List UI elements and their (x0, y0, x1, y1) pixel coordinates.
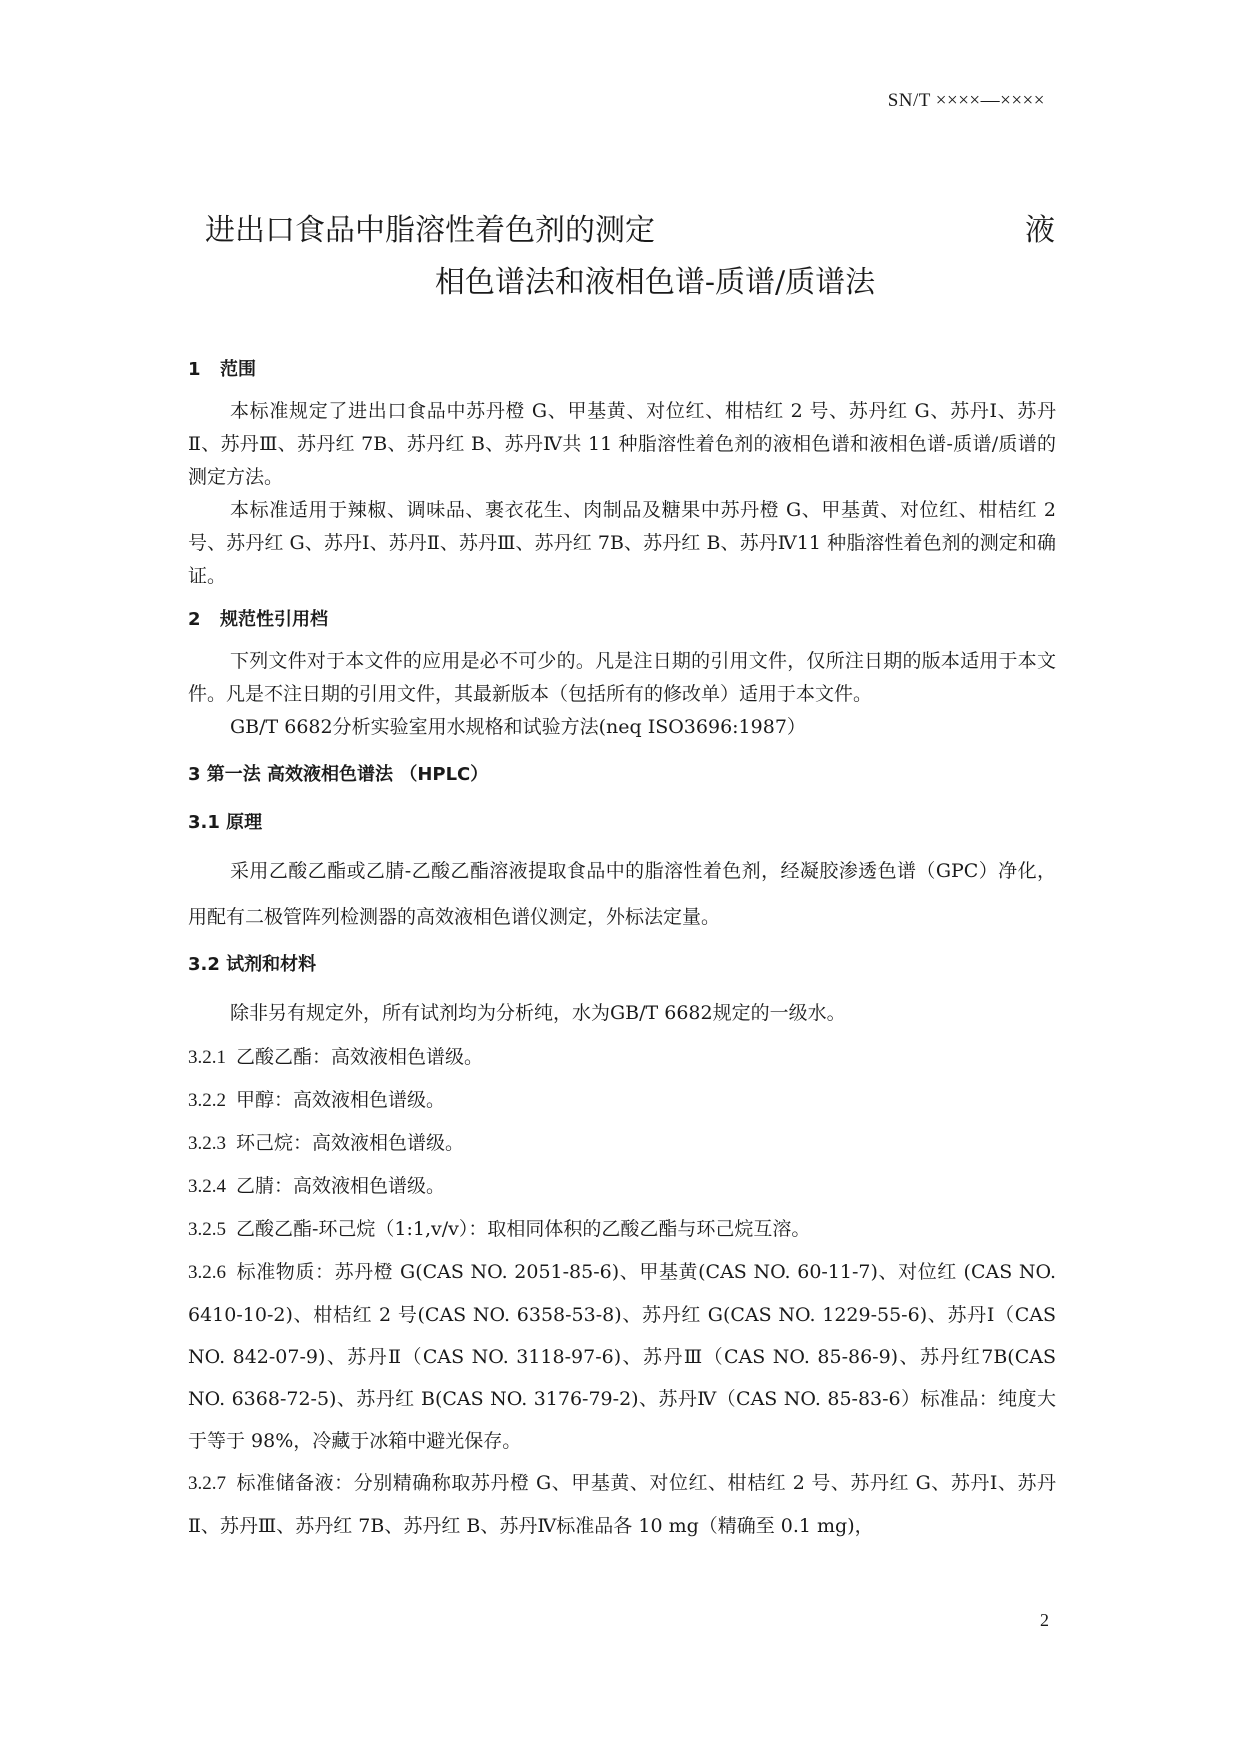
standard-code: SN/T ××××—×××× (887, 90, 1045, 111)
item-text: 标准物质：苏丹橙 G(CAS NO. 2051-85-6)、甲基黄(CAS NO. 60-11-7)、对位红 (CAS NO. 6410-10-2)、柑桔红 2 号(CAS NO. 6358-53-8)、苏丹红 G(CAS NO. 1229-55-6)、苏丹Ⅰ（CAS NO. 842-07-9)、苏丹Ⅱ（CAS NO. 3118-97-6)、苏丹Ⅲ（CAS NO. 85-86-9)、苏丹红7B(CAS NO. 6368-72-5)、苏丹红 B(CAS NO. 3176-79-2)、苏丹Ⅳ（CAS NO. 85-83-6）标准品：纯度大于等于 98%，冷藏于冰箱中避光保存。 (188, 1261, 1056, 1452)
section-3-1-heading: 3.1 原理 (188, 812, 263, 833)
item-number: 3.2.3 (188, 1133, 226, 1154)
section-2-paragraph-2: GB/T 6682分析实验室用水规格和试验方法(neq ISO3696:1987） (230, 716, 806, 738)
list-item (188, 1036, 1056, 1079)
item-text: 乙酸乙酯-环己烷（1:1,v/v）：取相同体积的乙酸乙酯与环己烷互溶。 (236, 1218, 811, 1240)
list-item (188, 1122, 1056, 1165)
title-line-1-tail: 液 (1025, 213, 1055, 248)
item-number: 3.2.1 (188, 1047, 226, 1068)
item-number: 3.2.2 (188, 1090, 226, 1111)
section-2-heading (188, 605, 1056, 631)
list-item (188, 1462, 1056, 1547)
section-1-paragraph-1: 本标准规定了进出口食品中苏丹橙 G、甲基黄、对位红、柑桔红 2 号、苏丹红 G、苏丹Ⅰ、苏丹Ⅱ、苏丹Ⅲ、苏丹红 7B、苏丹红 B、苏丹Ⅳ共 11 种脂溶性着色剂的液相色谱和液相色谱-质谱/质谱的测定方法。 (188, 400, 1056, 488)
item-number: 3.2.4 (188, 1176, 226, 1197)
item-number: 3.2.7 (188, 1473, 226, 1494)
item-text: 乙酸乙酯：高效液相色谱级。 (236, 1046, 484, 1068)
section-3-2-paragraph: 除非另有规定外，所有试剂均为分析纯，水为GB/T 6682规定的一级水。 (230, 1002, 846, 1024)
section-3-2-heading: 3.2 试剂和材料 (188, 954, 317, 975)
list-item (188, 1251, 1056, 1462)
item-text: 乙腈：高效液相色谱级。 (236, 1175, 446, 1197)
title-line-1 (195, 205, 1055, 257)
item-text: 甲醇：高效液相色谱级。 (236, 1089, 446, 1111)
section-3-heading: 3 第一法 高效液相色谱法 （HPLC） (188, 764, 489, 785)
section-1-number: 1 (188, 359, 201, 380)
document-body (188, 355, 1056, 1547)
item-text: 环己烷：高效液相色谱级。 (236, 1132, 465, 1154)
item-text: 标准储备液：分别精确称取苏丹橙 G、甲基黄、对位红、柑桔红 2 号、苏丹红 G、苏丹Ⅰ、苏丹Ⅱ、苏丹Ⅲ、苏丹红 7B、苏丹红 B、苏丹Ⅳ标准品各 10 mg（精确至 0.1 mg)， (188, 1472, 1056, 1537)
section-2-title: 规范性引用档 (220, 609, 328, 630)
list-item (188, 1208, 1056, 1251)
page-number: 2 (1040, 1610, 1049, 1630)
section-2-paragraph-1: 下列文件对于本文件的应用是必不可少的。凡是注日期的引用文件，仅所注日期的版本适用于本文件。凡是不注日期的引用文件，其最新版本（包括所有的修改单）适用于本文件。 (188, 650, 1056, 705)
item-number: 3.2.6 (188, 1262, 226, 1283)
section-1-paragraph-2: 本标准适用于辣椒、调味品、裹衣花生、肉制品及糖果中苏丹橙 G、甲基黄、对位红、柑桔红 2 号、苏丹红 G、苏丹Ⅰ、苏丹Ⅱ、苏丹Ⅲ、苏丹红 7B、苏丹红 B、苏丹Ⅳ11 种脂溶性着色剂的测定和确证。 (188, 499, 1056, 587)
title-line-1-main: 进出口食品中脂溶性着色剂的测定 (205, 213, 655, 248)
list-item (188, 1165, 1056, 1208)
item-number: 3.2.5 (188, 1219, 226, 1240)
section-1-title: 范围 (220, 359, 256, 380)
list-item (188, 1079, 1056, 1122)
section-1-heading (188, 355, 1056, 381)
title-line-2: 相色谱法和液相色谱-质谱/质谱法 (434, 265, 876, 300)
section-3-1-paragraph: 采用乙酸乙酯或乙腈-乙酸乙酯溶液提取食品中的脂溶性着色剂，经凝胶渗透色谱（GPC）净化，用配有二极管阵列检测器的高效液相色谱仪测定，外标法定量。 (188, 860, 1056, 928)
document-title (195, 205, 1055, 309)
section-2-number: 2 (188, 609, 201, 630)
